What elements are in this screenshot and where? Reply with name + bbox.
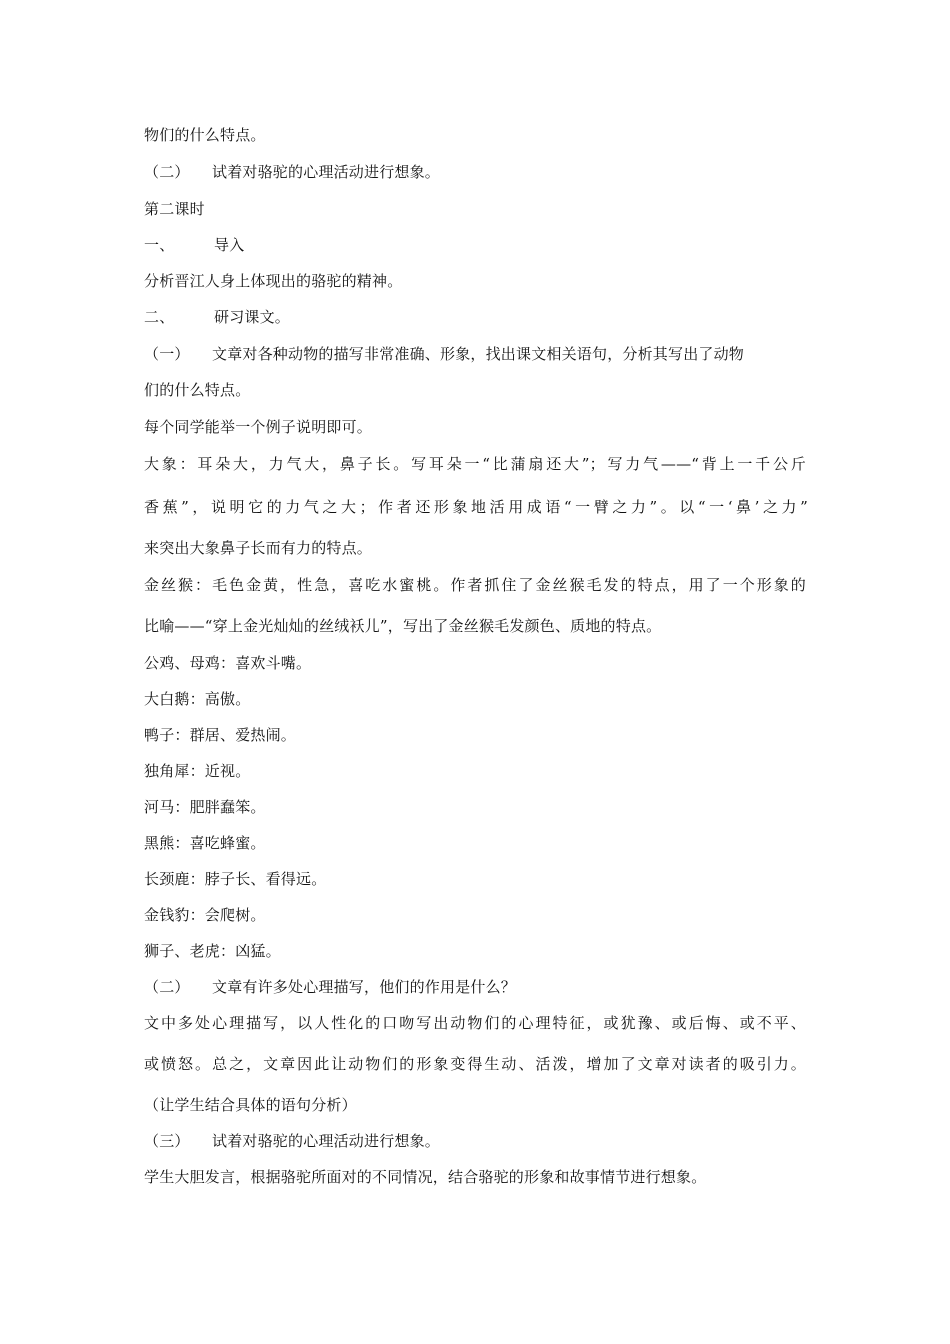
section-number: 一、	[144, 236, 175, 254]
section-number: （二）	[144, 163, 190, 181]
section-title: 文章对各种动物的描写非常准确、形象，找出课文相关语句，分析其写出了动物	[212, 345, 745, 363]
text-line: 大白鹅：高傲。	[144, 690, 251, 708]
text-line: 们的什么特点。	[144, 381, 251, 399]
text-line: （让学生结合具体的语句分析）	[144, 1096, 357, 1114]
section-heading	[144, 162, 814, 182]
section-title: 文章有许多处心理描写，他们的作用是什么？	[212, 978, 517, 996]
text-line: 学生大胆发言，根据骆驼所面对的不同情况，结合骆驼的形象和故事情节进行想象。	[144, 1168, 707, 1186]
text-line: 来突出大象鼻子长而有力的特点。	[144, 539, 373, 557]
text-line: 大象：耳朵大，力气大，鼻子长。写耳朵一“比蒲扇还大”；写力气——“背上一千公斤	[144, 455, 806, 473]
text-line: 公鸡、母鸡：喜欢斗嘴。	[144, 654, 312, 672]
section-number: 二、	[144, 308, 175, 326]
section-number: （一）	[144, 345, 190, 363]
text-line: 每个同学能举一个例子说明即可。	[144, 418, 373, 436]
text-line: 香蕉”，说明它的力气之大；作者还形象地活用成语“一臂之力”。以“一‘鼻’之力”	[144, 498, 808, 516]
section-title: 导入	[214, 236, 245, 254]
section-number: （二）	[144, 978, 190, 996]
text-line: 狮子、老虎：凶猛。	[144, 942, 281, 960]
text-line: 或愤怒。总之，文章因此让动物们的形象变得生动、活泼，增加了文章对读者的吸引力。	[144, 1055, 806, 1073]
section-number: （三）	[144, 1132, 190, 1150]
text-line: 文中多处心理描写，以人性化的口吻写出动物们的心理特征，或犹豫、或后悔、或不平、	[144, 1014, 806, 1032]
section-heading	[144, 344, 814, 364]
section-heading	[144, 1131, 814, 1151]
section-title: 研习课文。	[214, 308, 291, 326]
text-line: 分析晋江人身上体现出的骆驼的精神。	[144, 272, 403, 290]
text-line: 黑熊：喜吃蜂蜜。	[144, 834, 266, 852]
section-title: 试着对骆驼的心理活动进行想象。	[212, 1132, 441, 1150]
text-line: 金钱豹：会爬树。	[144, 906, 266, 924]
text-line: 长颈鹿：脖子长、看得远。	[144, 870, 327, 888]
text-line: 金丝猴：毛色金黄，性急，喜吃水蜜桃。作者抓住了金丝猴毛发的特点，用了一个形象的	[144, 576, 806, 594]
section-heading	[144, 977, 814, 997]
text-line: 独角犀：近视。	[144, 762, 251, 780]
text-line: 鸭子：群居、爱热闹。	[144, 726, 297, 744]
lesson-heading: 第二课时	[144, 200, 205, 218]
section-heading	[144, 235, 814, 255]
text-line: 物们的什么特点。	[144, 126, 266, 144]
section-heading	[144, 307, 814, 327]
text-line: 河马：肥胖蠢笨。	[144, 798, 266, 816]
section-title: 试着对骆驼的心理活动进行想象。	[212, 163, 441, 181]
text-line: 比喻——“穿上金光灿灿的丝绒袄儿”，写出了金丝猴毛发颜色、质地的特点。	[144, 617, 662, 635]
